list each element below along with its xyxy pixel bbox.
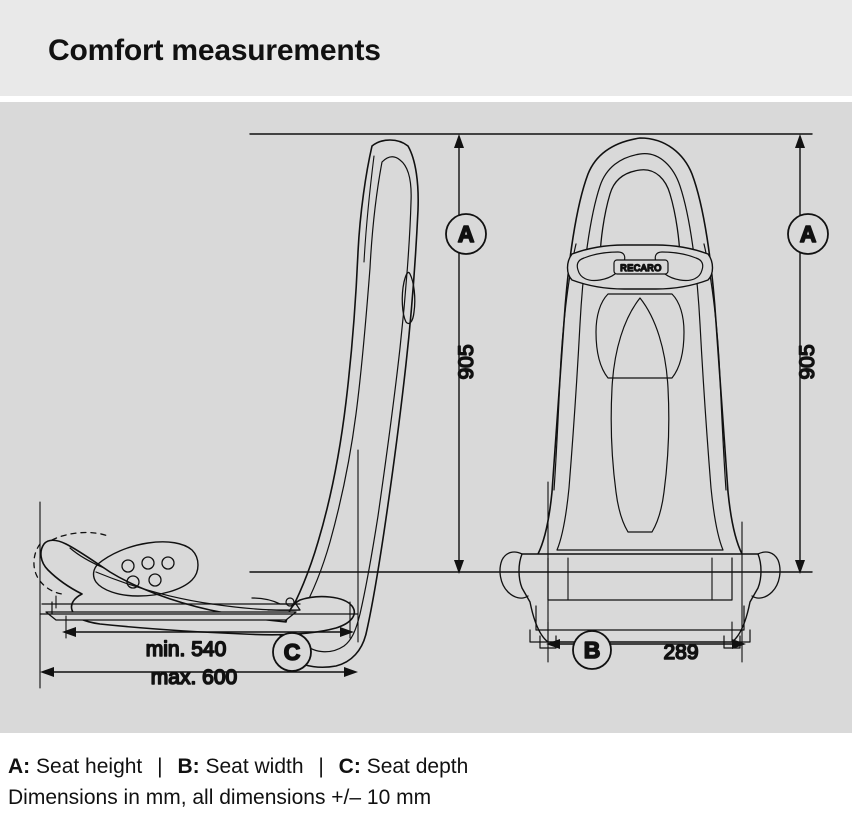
dimension-c-max — [40, 666, 358, 689]
legend-b-text: Seat width — [205, 755, 304, 778]
legend — [8, 752, 844, 782]
legend-separator-2: | — [318, 755, 324, 778]
front-seat-base — [519, 554, 761, 642]
control-button-1 — [122, 560, 134, 572]
legend-c-text: Seat depth — [366, 755, 469, 778]
backrest-outline — [280, 140, 418, 667]
diagram-panel — [0, 102, 852, 733]
front-view-seat — [500, 138, 780, 662]
legend-c-key: C: — [338, 755, 361, 778]
dim-c-max-value: max. 600 — [150, 666, 238, 689]
legend-a-text: Seat height — [36, 755, 143, 778]
header-band — [0, 0, 852, 96]
marker-a-right-label: A — [799, 221, 817, 247]
dim-c-min-arrow-left — [62, 627, 76, 637]
control-button-2 — [142, 557, 154, 569]
marker-a-left-label: A — [457, 221, 475, 247]
seat-measurement-diagram — [0, 102, 852, 733]
legend-note: Dimensions in mm, all dimensions +/– 10 mm — [8, 786, 432, 809]
dim-b-value: 289 — [663, 641, 699, 664]
dim-a-right-value: 905 — [796, 344, 819, 380]
rail-pivot — [286, 598, 294, 606]
seat-rail — [46, 612, 296, 620]
dim-a-right-arrow-top — [795, 134, 805, 148]
legend-b-key: B: — [177, 755, 200, 778]
dimension-a-right — [788, 134, 828, 574]
dim-a-left-value: 905 — [455, 344, 478, 380]
dim-c-max-arrow-left — [40, 667, 54, 677]
dim-c-max-arrow-right — [344, 667, 358, 677]
dim-a-left-arrow-top — [454, 134, 464, 148]
control-button-5 — [149, 574, 161, 586]
front-backrest-outline — [538, 138, 742, 568]
marker-c-label: C — [283, 639, 301, 665]
dim-c-min-value: min. 540 — [145, 638, 227, 661]
side-view-seat — [34, 140, 418, 688]
recaro-logo-text: RECARO — [620, 263, 662, 273]
control-button-3 — [162, 557, 174, 569]
legend-separator-1: | — [157, 755, 163, 778]
legend-a-key: A: — [8, 755, 31, 778]
marker-b-label: B — [583, 637, 601, 663]
page-title: Comfort measurements — [48, 34, 381, 67]
front-extension-dashed-2 — [52, 533, 108, 540]
